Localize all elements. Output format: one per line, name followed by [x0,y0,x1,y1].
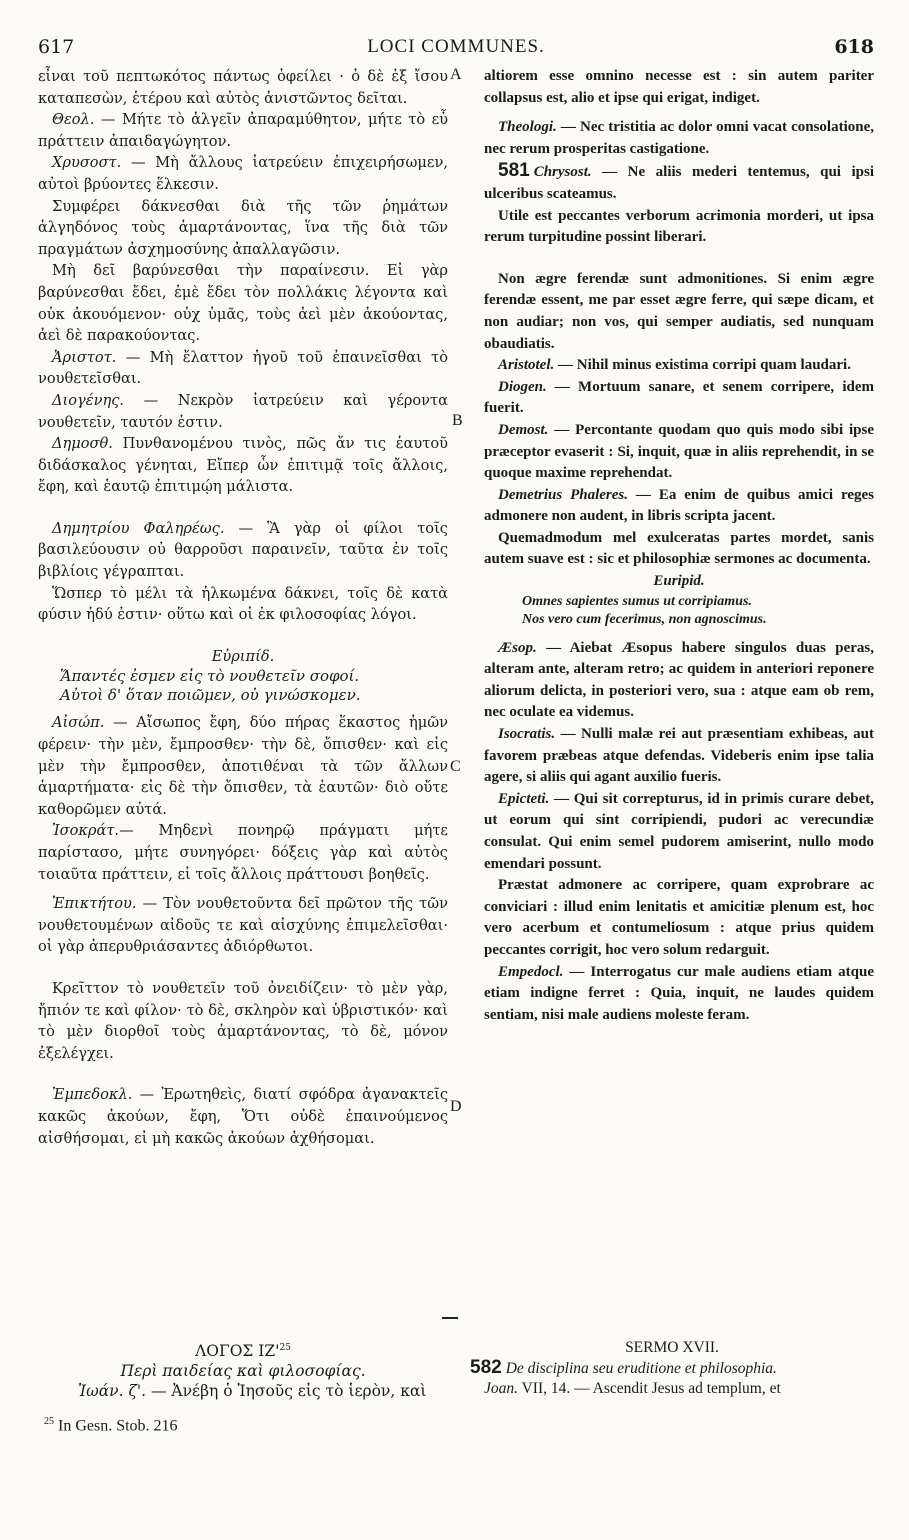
verse-line: Ἅπαντές ἐσμεν εἰς τὸ νουθετεῖν σοφοί. [60,667,360,686]
greek-para: Ὥσπερ τὸ μέλι τὰ ἡλκωμένα δάκνει, τοῖς δὲ κατὰ φύσιν ἡδύ ἐστιν· οὕτω καὶ οἱ ἐκ φιλοσοφίας λόγοι. [38,584,448,624]
greek-para: Κρεῖττον τὸ νουθετεῖν τοῦ ὀνειδίζειν· τὸ μὲν γὰρ, ἤπιόν τε καὶ φίλον· τὸ δὲ, σκληρὸν καὶ ὑβριστικόν· καὶ τὸ μὲν διορθοῖ τοὺς ἁμαρτάνοντας, τὸ δὲ, μόνον ἐξελέγχει. [38,979,448,1062]
section-heading: Euripid. [653,573,705,590]
section-heading: Εὐριπίδ. [211,647,275,665]
author-ref: Δημοσθ. [52,435,113,453]
author-ref: Isocratis. [498,726,556,743]
latin-para: Utile est peccantes verborum acrimonia morderi, ut ipsa rerum turpitudine possint liberari. [484,207,874,246]
sermon-subtitle: Περὶ παιδείας καὶ φιλοσοφίας. [120,1362,366,1381]
latin-para: Aristotel. — Nihil minus existima corripi quam laudari. [498,357,851,374]
latin-para: Theologi. — Nec tristitia ac dolor omni vacat consolatione, nec rerum prosperitas castigatione. [484,119,874,157]
page-number-left: 617 [38,36,75,58]
latin-para: 581 Chrysost. — Ne aliis mederi tentemus, qui ipsi ulceribus scateamus. [484,160,874,202]
greek-para: Συμφέρει δάκνεσθαι διὰ τῆς τῶν ῥημάτων ἀλγηδόνος τοὺς ἁμαρτάνοντας, ἵνα τῆς διὰ τῶν πραγμάτων ἀσχημοσύνης ἀπαλλαγῶσιν. [38,197,448,258]
greek-para: Θεολ. — Μήτε τὸ ἀλγεῖν ἀπαραμύθητον, μήτε τὸ εὖ πράττειν ἀπαιδαγώγητον. [38,111,448,150]
sermon-ref: Ἰωάν. ζ'. — Ἀνέβη ὁ Ἰησοῦς εἰς τὸ ἱερὸν, καὶ [78,1382,427,1401]
author-ref: Empedocl. [498,963,564,980]
greek-para: Ἐπικτήτου. — Τὸν νουθετοῦντα δεῖ πρῶτον τῆς τῶν νουθετουμένων αἰδοῦς τε καὶ αἰσχύνης ἐπιμελεῖσθαι· οἱ γὰρ ἀπερυθριάσαντες ἀδιόρθωτοι. [38,895,448,956]
section-number: 582 [470,1357,502,1378]
sermon-ref: Joan. VII, 14. — Ascendit Jesus ad templum, et [484,1380,781,1397]
running-title: LOCI COMMUNES. [367,36,545,57]
greek-para: Δημητρίου Φαληρέως. — Ἃ γὰρ οἱ φίλοι τοῖς βασιλεύουσιν οὐ θαρροῦσι παραινεῖν, ταῦτα ἐν τοῖς βιβλίοις γέγραπται. [38,519,448,581]
latin-para: Non ægre ferendæ sunt admonitiones. Si enim ægre ferendæ essent, me par esset ægre ferre, qui sæpe dicam, et non audiar; non vos, qui semper audiatis, sed nunquam obaudiatis. [484,270,874,352]
page-header [38,36,874,60]
latin-column [484,66,874,1026]
greek-para: Χρυσοστ. — Μὴ ἄλλους ἰατρεύειν ἐπιχειρήσωμεν, αὐτοὶ βρύοντες ἕλκεσιν. [38,154,448,193]
latin-para: Æsop. — Aiebat Æsopus habere singulos duas peras, alteram ante, alteram retro; ac quidem in anteriori reponere aliorum delicta, in posteriori vero, sua : atque eam ob rem, nec oculate ea videmus. [484,639,874,721]
sermon-title: SERMO XVII. [625,1339,719,1356]
section-divider [442,1317,458,1319]
author-ref: Diogen. [498,378,547,395]
verse-line: Nos vero cum fecerimus, non agnoscimus. [522,612,767,628]
greek-para: Ἀριστοτ. — Μὴ ἔλαττον ἡγοῦ τοῦ ἐπαινεῖσθαι τὸ νουθετεῖσθαι. [38,348,448,388]
latin-para: Diogen. — Mortuum sanare, et senem corripere, idem fuerit. [484,378,874,417]
greek-para: Διογένης. — Νεκρὸν ἰατρεύειν καὶ γέροντα νουθετεῖν, ταυτόν ἐστιν. [38,391,448,431]
margin-marker-c: C [450,758,461,775]
sermon-subtitle: 582 De disciplina seu eruditione et philosophia. [470,1357,777,1378]
author-ref: Ἰσοκράτ. [52,822,120,840]
latin-para: Epicteti. — Qui sit correpturus, id in primis curare debet, ut eorum qui sint corripiendi, pudori ac verecundiæ consulat. Qui enim semel pudorem amiserint, nullo modo emendari possunt. [484,790,874,872]
author-ref: Æsop. [498,639,537,656]
latin-para: Isocratis. — Nulli malæ rei aut præsentiam exhibeas, aut favorem præbeas atque defendas. Videberis enim ipse talia agere, si aliis qui agant auxilio fueris. [484,726,874,786]
page-number-right: 618 [834,36,874,58]
greek-para: Ἰσοκράτ.— Μηδενὶ πονηρῷ πράγματι μήτε παρίστασο, μήτε συνηγόρει· δόξεις γὰρ καὶ αὐτὸς τοιαῦτα πράττειν, εἰ τοῖς ἄλλοις πράττουσι βοηθεῖς. [38,822,448,883]
latin-para: altiorem esse omnino necesse est : sin autem pariter collapsus est, alio et ipse qui erigat, indiget. [484,68,874,106]
greek-para: εἶναι τοῦ πεπτωκότος πάντως ὀφείλει · ὁ δὲ ἐξ ἴσου καταπεσὼν, ἑτέρου καὶ αὐτὸς ἀνιστῶντος δεῖται. [38,68,448,107]
author-ref: Αἰσώπ. [52,714,105,732]
latin-para: Demost. — Percontante quodam quo quis modo sibi ipse præceptor evaserit : Si, inquit, quæ in aliis reprehendit, in se quoque maxime reprehendat. [484,421,874,482]
author-ref: Ἀριστοτ. [52,348,117,366]
section-number: 581 [498,160,530,182]
greek-column [38,66,448,1149]
latin-para: Præstat admonere ac corripere, quam exprobrare ac conviciari : illud enim lenitatis et amicitiæ plenum est, hoc vero acerbum et contumeliosum : atque prius quidem peccantes corrigit, hoc vero solum redarguit. [484,877,874,958]
latin-para: Quemadmodum mel exulceratas partes mordet, sanis autem suave est : sic et philosophiæ sermones ac documenta. [484,529,874,568]
author-ref: Θεολ. [52,111,95,129]
sermon-title: ΛΟΓΟΣ $IZ'^{25}$ [195,1342,291,1361]
author-ref: Epicteti. [498,790,550,807]
author-ref: Δημητρίου Φαληρέως. [52,519,225,537]
margin-marker-b: B [452,412,463,429]
author-ref: Ἐμπεδοκλ. [52,1086,133,1104]
verse-line: Omnes sapientes sumus ut corripiamus. [522,593,752,609]
footnote: $^{25}$ In Gesn. Stob. 216 [44,1416,178,1435]
greek-para: Ἐμπεδοκλ. — Ἐρωτηθεὶς, διατί σφόδρα ἀγανακτεῖς κακῶς ἀκούων, ἔφη, Ὅτι οὐδὲ ἐπαινούμενος αἰσθήσομαι, εἰ μὴ κακῶς ἀκούων ἀχθήσομαι. [38,1086,448,1147]
author-ref: Διογένης. [52,391,125,409]
margin-marker-a: A [450,66,462,83]
author-ref: Demost. [498,421,549,438]
margin-marker-d: D [450,1098,462,1115]
author-ref: Ἐπικτήτου. [52,895,137,913]
latin-para: Empedocl. — Interrogatus cur male audiens etiam atque etiam indigne ferret : Quia, inquit, ne laudes quidem sentiam, nisi male audiens moleste feram. [484,963,874,1023]
greek-sermon-heading [38,1338,448,1401]
author-ref: Aristotel. [498,357,555,374]
greek-para: Δημοσθ. Πυνθανομένου τινὸς, πῶς ἄν τις ἑαυτοῦ διδάσκαλος γένηται, Εἴπερ ὧν ἐπιτιμᾷ τοῖς ἄλλοις, ἔφη, καὶ ἑαυτῷ ἐπιτιμῴη μάλιστα. [38,435,448,496]
latin-para: Demetrius Phaleres. — Ea enim de quibus amici reges admonere non audent, in libris scripta jacent. [484,486,874,525]
author-ref: Χρυσοστ. [52,154,122,172]
author-ref: Demetrius Phaleres. [498,486,628,503]
author-ref: Chrysost. [533,164,592,181]
greek-para: Αἰσώπ. — Αἴσωπος ἔφη, δύο πήρας ἕκαστος ἡμῶν φέρειν· τὴν μὲν, ἔμπροσθεν· τὴν δὲ, ὄπισθεν· καὶ εἰς μὲν τὴν ἔμπροσθεν, ἀποτιθέναι τὰ τῶν ἄλλων ἁμαρτήματα· εἰς δὲ τὴν ὄπισθεν, τὰ ἑαυτῶν· διὸ οὔτε καθορῶμεν αὐτά. [38,714,448,818]
latin-sermon-heading [470,1338,874,1399]
greek-para: Μὴ δεῖ βαρύνεσθαι τὴν παραίνεσιν. Εἰ γὰρ βαρύνεσθαι ἔδει, ἐμὲ ἔδει τὸν πολλάκις λέγοντα καὶ οὐκ ἀκουόμενον· οὐχ ὑμᾶς, τοὺς ἀεὶ μὲν ἀκούοντας, ἀεὶ δὲ παρακούοντας. [38,262,448,345]
verse-line: Αὐτοὶ δ' ὅταν ποιῶμεν, οὐ γινώσκομεν. [60,685,361,704]
author-ref: Theologi. [498,119,557,136]
